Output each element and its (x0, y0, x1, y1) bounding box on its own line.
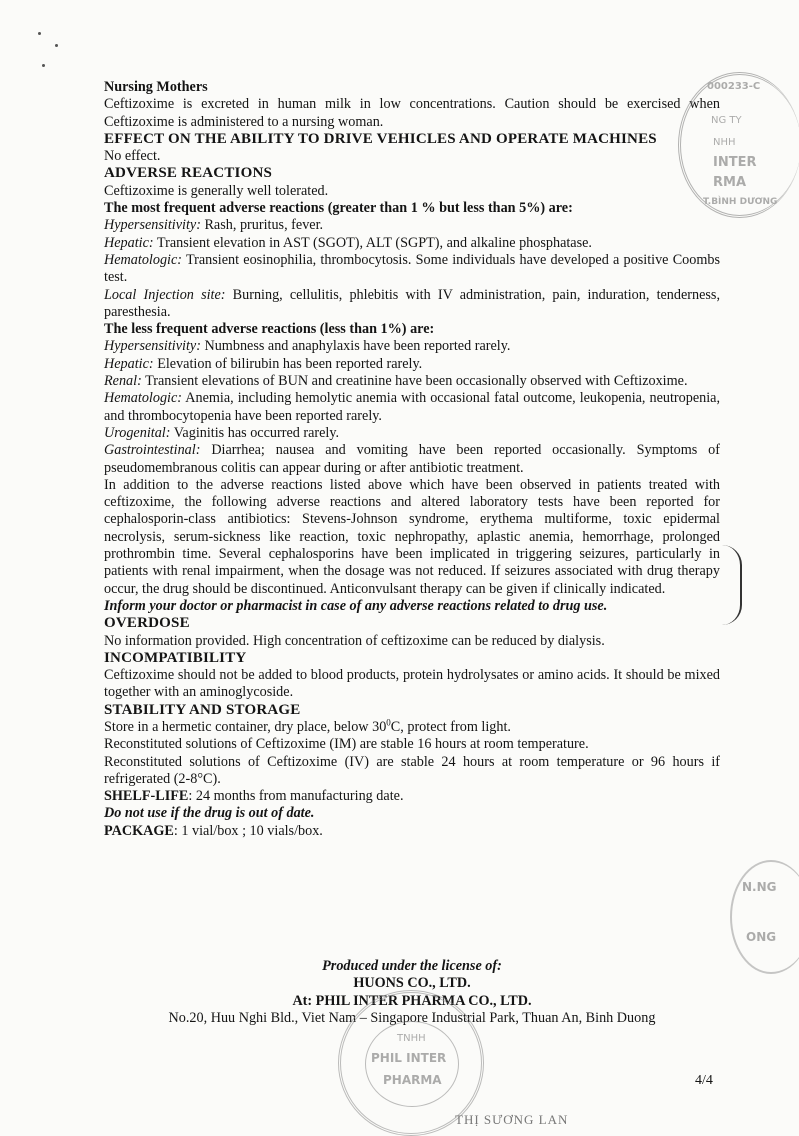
less-item (104, 373, 720, 390)
storage-line-1 (104, 719, 720, 736)
less-text: Numbness and anaphylaxis have been reported rarely. (200, 338, 511, 355)
frequent-item (104, 217, 720, 234)
scan-speck (38, 32, 41, 35)
less-text: Transient elevations of BUN and creatinine have been occasionally observed with Ceftizoxime. (141, 373, 688, 390)
less-label: Renal: (104, 373, 142, 390)
frequent-label: Hypersensitivity: (104, 217, 201, 234)
overdose-heading: OVERDOSE (104, 615, 190, 632)
stamp-text: 000233-C (707, 81, 761, 92)
margin-bracket-mark (722, 545, 742, 625)
less-item (104, 356, 720, 373)
nursing-heading: Nursing Mothers (104, 79, 208, 95)
less-text: Elevation of bilirubin has been reported rarely. (153, 355, 423, 372)
stamp-text: PHIL INTER (371, 1051, 447, 1065)
stamp-text: N.NG (742, 880, 777, 894)
frequent-text: Rash, pruritus, fever. (200, 217, 324, 234)
storage-line-1b: C, protect from light. (390, 718, 511, 735)
scan-speck (42, 64, 45, 67)
less-item (104, 338, 720, 355)
manufacturer-address: No.20, Huu Nghi Bld., Viet Nam – Singapore Industrial Park, Thuan An, Binh Duong (168, 1009, 656, 1026)
inform-notice: Inform your doctor or pharmacist in case of any adverse reactions related to drug use. (104, 597, 608, 614)
less-label: Hypersensitivity: (104, 338, 201, 355)
less-label: Hematologic: (104, 390, 183, 407)
shelf-life-label: SHELF-LIFE (104, 788, 189, 805)
manufacturer-name: At: PHIL INTER PHARMA CO., LTD. (292, 992, 532, 1009)
less-frequent-heading: The less frequent adverse reactions (less than 1%) are: (104, 321, 435, 338)
nursing-text: Ceftizoxime is excreted in human milk in low concentrations. Caution should be exercised when Ceftizoxime is administered to a nursing woman. (104, 96, 720, 130)
less-label: Hepatic: (104, 355, 154, 372)
stamp-text: ONG (746, 930, 777, 944)
incompatibility-heading: INCOMPATIBILITY (104, 649, 247, 666)
incompatibility-text: Ceftizoxime should not be added to blood products, protein hydrolysates or amino acids. It should be mixed together with an aminoglycoside. (104, 667, 720, 701)
degree-sup: 0 (386, 717, 391, 728)
frequent-item (104, 235, 720, 252)
stamp-text: NG TY (711, 115, 742, 126)
less-label: Urogenital: (104, 424, 171, 441)
expiry-warning: Do not use if the drug is out of date. (104, 805, 315, 822)
package-label: PACKAGE (104, 822, 174, 839)
signature-name: THỊ SƯƠNG LAN (455, 1112, 569, 1127)
stamp-text: T.BÌNH DƯƠNG (703, 197, 778, 207)
frequent-text: Transient eosinophilia, thrombocytosis. Some individuals have developed a positive Coombs test. (104, 251, 720, 286)
storage-heading: STABILITY AND STORAGE (104, 701, 301, 718)
less-label: Gastrointestinal: (104, 442, 201, 459)
stamp-text: RMA (713, 175, 747, 190)
shelf-life-text: : 24 months from manufacturing date. (188, 788, 404, 805)
frequent-item (104, 287, 720, 322)
addition-paragraph: In addition to the adverse reactions listed above which have been observed in patients treated with ceftizoxime, the following adverse reactions and altered laboratory tests have been reported for cephalosporin-class antibiotics: Stevens-Johnson syndrome, erythema multiforme, toxic epidermal necrolysis, serum-sickness like reaction, toxic nephropathy, aplastic anemia, hemorrhage, prolonged prothrombin time. Several cephalosporins have been implicated in triggering seizures, particularly in patients with renal impairment, when the dosage was not reduced. If seizures associated with drug therapy occur, the drug should be discontinued. Anticonvulsant therapy can be given if clinically indicated. (104, 476, 720, 597)
frequent-label: Local Injection site: (104, 286, 226, 303)
storage-line-3: Reconstituted solutions of Ceftizoxime (IV) are stable 24 hours at room temperature or 96 hours if refrigerated (2-8°C). (104, 753, 720, 787)
frequent-label: Hematologic: (104, 251, 183, 268)
frequent-text: Burning, cellulitis, phlebitis with IV administration, pain, induration, tenderness, paresthesia. (104, 286, 721, 320)
less-text: Diarrhea; nausea and vomiting have been reported occasionally. Symptoms of pseudomembranous colitis can appear during or after antibiotic treatment. (104, 442, 720, 476)
frequent-heading: The most frequent adverse reactions (greater than 1 % but less than 5%) are: (104, 200, 573, 217)
page-number: 4/4 (695, 1073, 713, 1088)
package (104, 823, 720, 840)
company-stamp-right-edge (730, 860, 799, 974)
driving-text: No effect. (104, 148, 161, 165)
adverse-heading: ADVERSE REACTIONS (104, 165, 273, 182)
overdose-text: No information provided. High concentration of ceftizoxime can be reduced by dialysis. (104, 632, 605, 649)
shelf-life (104, 788, 720, 805)
storage-line-1a: Store in a hermetic container, dry place, below 30 (104, 718, 387, 735)
stamp-text: TNHH (397, 1033, 426, 1044)
package-text: : 1 vial/box ; 10 vials/box. (173, 822, 323, 839)
less-item (104, 442, 720, 477)
stamp-text: PHARMA (383, 1073, 442, 1087)
less-text: Vaginitis has occurred rarely. (170, 424, 340, 441)
licensor-name: HUONS CO., LTD. (353, 975, 471, 992)
frequent-item (104, 252, 720, 287)
stamp-text: NHH (713, 137, 736, 148)
less-text: Anemia, including hemolytic anemia with occasional fatal outcome, leukopenia, neutropenia, and thrombocytopenia have been reported rarely. (104, 390, 720, 424)
scan-speck (55, 44, 58, 47)
produced-under-license: Produced under the license of: (322, 958, 502, 974)
stamp-text: INTER (713, 155, 757, 170)
frequent-label: Hepatic: (104, 234, 154, 251)
less-item (104, 425, 720, 442)
frequent-text: Transient elevation in AST (SGOT), ALT (SGPT), and alkaline phosphatase. (153, 234, 592, 251)
document-body (104, 79, 720, 840)
storage-line-2: Reconstituted solutions of Ceftizoxime (IM) are stable 16 hours at room temperature. (104, 736, 589, 753)
less-item (104, 390, 720, 425)
company-stamp-top-right (678, 72, 799, 218)
adverse-intro: Ceftizoxime is generally well tolerated. (104, 182, 329, 199)
driving-heading: EFFECT ON THE ABILITY TO DRIVE VEHICLES AND OPERATE MACHINES (104, 130, 657, 147)
